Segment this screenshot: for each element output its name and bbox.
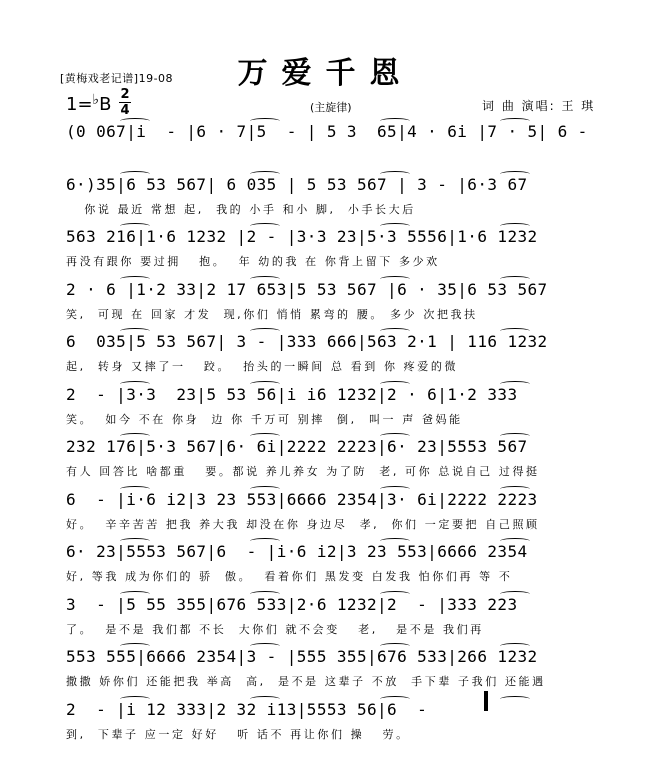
slur-mark bbox=[500, 118, 530, 124]
slur-mark bbox=[120, 171, 150, 177]
slur-mark bbox=[380, 538, 410, 544]
slur-mark bbox=[120, 486, 150, 492]
slur-mark bbox=[120, 643, 150, 649]
slur-mark bbox=[120, 433, 150, 439]
slur-mark bbox=[380, 223, 410, 229]
tempo-note: (主旋律) bbox=[310, 101, 352, 114]
slur-mark bbox=[250, 486, 280, 492]
key-note: B bbox=[99, 94, 112, 115]
slur-mark bbox=[120, 223, 150, 229]
slur-mark bbox=[250, 643, 280, 649]
notation-line: 232 176|5·3 567|6· 6i|2222 2223|6· 23|5553 567 bbox=[66, 437, 528, 456]
slur-mark bbox=[380, 591, 410, 597]
lyric-line: 再没有跟你 要过拥 抱。 年 幼的我 在 你背上留下 多少欢 bbox=[66, 255, 440, 268]
lyric-line: 了。 是不是 我们都 不长 大你们 就不会变 老, 是不是 我们再 bbox=[66, 622, 484, 636]
slur-mark bbox=[500, 276, 530, 282]
slur-mark bbox=[380, 696, 410, 702]
slur-mark bbox=[500, 433, 530, 439]
slur-mark bbox=[500, 171, 530, 177]
slur-mark bbox=[250, 276, 280, 282]
song-title: 万爱千恩 bbox=[237, 56, 414, 91]
slur-mark bbox=[250, 328, 280, 334]
key-label: 1= bbox=[66, 94, 93, 115]
slur-mark bbox=[120, 591, 150, 597]
time-signature bbox=[119, 88, 131, 117]
slur-mark bbox=[120, 538, 150, 544]
notation-line: 6 035|5 53 567| 3 - |333 666|563 2·1 | 116 1232 bbox=[66, 332, 548, 351]
slur-mark bbox=[500, 538, 530, 544]
lyric-line: 笑, 可现 在 回家 才发 现,你们 悄悄 累弯的 腰。 多少 次把我扶 bbox=[66, 307, 478, 321]
lyric-line: 你说 最近 常想 起, 我的 小手 和小 脚, 小手长大后 bbox=[66, 202, 416, 216]
slur-mark bbox=[120, 118, 150, 124]
time-top: 2 bbox=[120, 87, 130, 102]
slur-mark bbox=[500, 591, 530, 597]
notation-line: 3 - |5 55 355|676 533|2·6 1232|2 - |333 223 bbox=[66, 594, 518, 614]
notation-line: 2 - |3·3 23|5 53 56|i i6 1232|2 · 6|1·2 333 bbox=[66, 384, 518, 404]
lyric-line: 起, 转身 又摔了一 跤。 抬头的一瞬间 总 看到 你 疼爱的微 bbox=[66, 360, 459, 373]
slur-mark bbox=[120, 276, 150, 282]
lyric-line: 笑。 如今 不在 你身 边 你 千万可 别摔 倒, 叫一 声 爸妈能 bbox=[66, 412, 463, 426]
slur-mark bbox=[500, 381, 530, 387]
notation-line: 6 - |i·6 i2|3 23 553|6666 2354|3· 6i|2222 2223 bbox=[66, 489, 538, 509]
slur-mark bbox=[380, 276, 410, 282]
slur-mark bbox=[380, 643, 410, 649]
lyric-line: 到, 下辈子 应一定 好好 听 话不 再让你们 操 劳。 bbox=[66, 727, 410, 741]
slur-mark bbox=[250, 381, 280, 387]
slur-mark bbox=[500, 643, 530, 649]
slur-mark bbox=[380, 171, 410, 177]
final-barline bbox=[484, 691, 488, 711]
slur-mark bbox=[120, 381, 150, 387]
notation-line: 6·)35|6 53 567| 6 035 | 5 53 567 | 3 - |6·3 67 bbox=[66, 174, 528, 194]
key-signature bbox=[66, 92, 112, 115]
slur-mark bbox=[380, 433, 410, 439]
notation-line: 553 555|6666 2354|3 - |555 355|676 533|266 1232 bbox=[66, 647, 538, 666]
notation-line: (0 067|i - |6 · 7|5 - | 5 3 65|4 · 6i |7 · 5| 6 - bbox=[66, 122, 588, 141]
score-source: [黄梅戏老记谱]19-08 bbox=[60, 72, 174, 85]
slur-mark bbox=[500, 486, 530, 492]
slur-mark bbox=[380, 328, 410, 334]
time-bottom: 4 bbox=[120, 103, 130, 118]
slur-mark bbox=[250, 538, 280, 544]
slur-mark bbox=[500, 328, 530, 334]
flat-symbol: ♭ bbox=[92, 92, 100, 108]
lyric-line: 好。 辛辛苦苦 把我 养大我 却没在你 身边尽 孝, 你们 一定要把 自己照顾 bbox=[66, 517, 540, 531]
notation-line: 2 · 6 |1·2 33|2 17 653|5 53 567 |6 · 35|6 53 567 bbox=[66, 279, 548, 299]
slur-mark bbox=[500, 223, 530, 229]
credits: 词 曲 演唱: 王 琪 bbox=[482, 99, 596, 113]
lyric-line: 有人 回答比 啥都重 要。都说 养儿养女 为了防 老, 可你 总说自己 过得挺 bbox=[66, 465, 540, 478]
slur-mark bbox=[120, 328, 150, 334]
slur-mark bbox=[250, 171, 280, 177]
notation-line: 2 - |i 12 333|2 32 i13|5553 56|6 - bbox=[66, 699, 438, 719]
notation-line: 6· 23|5553 567|6 - |i·6 i2|3 23 553|6666 2354 bbox=[66, 542, 528, 561]
slur-mark bbox=[500, 696, 530, 702]
notation-line: 563 216|1·6 1232 |2 - |3·3 23|5·3 5556|1·6 1232 bbox=[66, 227, 538, 246]
slur-mark bbox=[250, 591, 280, 597]
slur-mark bbox=[380, 118, 410, 124]
lyric-line: 撒撒 娇你们 还能把我 举高 高, 是不是 这辈子 不放 手下辈 子我们 还能遇 bbox=[66, 675, 546, 688]
slur-mark bbox=[250, 433, 280, 439]
slur-mark bbox=[380, 486, 410, 492]
slur-mark bbox=[380, 381, 410, 387]
slur-mark bbox=[250, 223, 280, 229]
slur-mark bbox=[250, 696, 280, 702]
lyric-line: 好, 等我 成为你们的 骄 傲。 看着你们 黑发变 白发我 怕你们再 等 不 bbox=[66, 570, 513, 583]
slur-mark bbox=[250, 118, 280, 124]
slur-mark bbox=[120, 696, 150, 702]
